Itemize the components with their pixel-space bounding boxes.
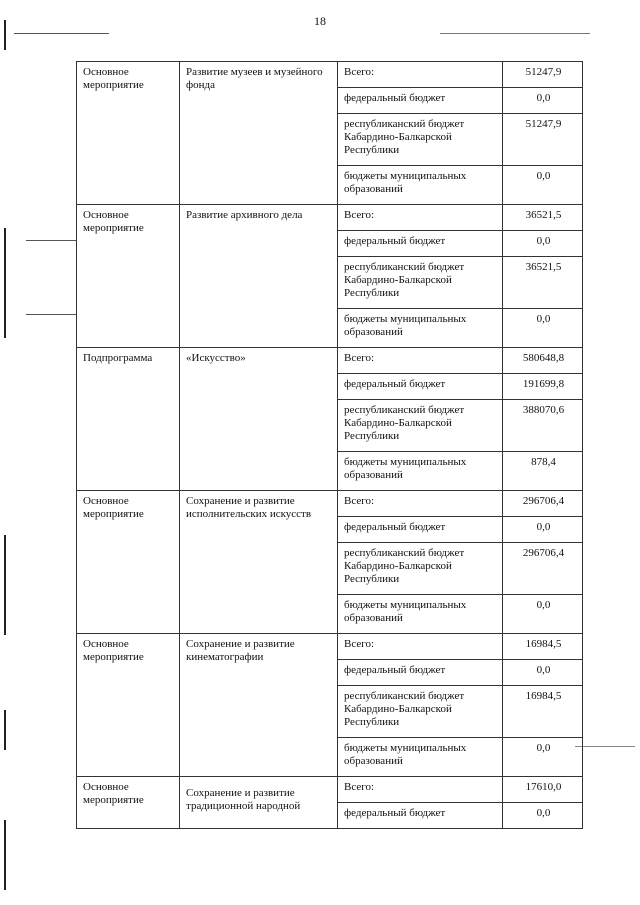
funding-value-cell: 0,0	[503, 738, 583, 777]
scan-artifact-dash-top-right	[440, 33, 590, 34]
funding-source-cell: бюджеты муниципальных образований	[338, 595, 503, 634]
item-name-cell: Развитие архивного дела	[180, 205, 338, 348]
funding-value-cell: 16984,5	[503, 686, 583, 738]
funding-source-cell: Всего:	[338, 491, 503, 517]
table-row	[77, 777, 583, 803]
funding-source-cell: бюджеты муниципальных образований	[338, 309, 503, 348]
funding-value-cell: 191699,8	[503, 374, 583, 400]
funding-value-cell: 0,0	[503, 231, 583, 257]
funding-value-cell: 36521,5	[503, 257, 583, 309]
funding-value-cell: 51247,9	[503, 62, 583, 88]
funding-source-cell: Всего:	[338, 634, 503, 660]
item-type-cell: Основное мероприятие	[77, 634, 180, 777]
funding-source-cell: Всего:	[338, 777, 503, 803]
scan-artifact-left-line-2	[4, 535, 6, 635]
funding-value-cell: 51247,9	[503, 114, 583, 166]
funding-source-cell: Всего:	[338, 348, 503, 374]
item-type-cell: Основное мероприятие	[77, 205, 180, 348]
funding-source-cell: федеральный бюджет	[338, 803, 503, 829]
funding-source-cell: республиканский бюджет Кабардино-Балкарской Республики	[338, 114, 503, 166]
funding-source-cell: бюджеты муниципальных образований	[338, 166, 503, 205]
funding-source-cell: Всего:	[338, 62, 503, 88]
funding-source-cell: бюджеты муниципальных образований	[338, 738, 503, 777]
item-type-cell: Основное мероприятие	[77, 491, 180, 634]
funding-value-cell: 16984,5	[503, 634, 583, 660]
scan-artifact-left-top	[4, 20, 6, 50]
table-row	[77, 491, 583, 517]
funding-source-cell: федеральный бюджет	[338, 231, 503, 257]
scan-artifact-dash-mid-2	[26, 314, 76, 315]
funding-value-cell: 296706,4	[503, 491, 583, 517]
funding-value-cell: 388070,6	[503, 400, 583, 452]
item-name-cell: Сохранение и развитие кинематографии	[180, 634, 338, 777]
table-row	[77, 62, 583, 88]
page-number: 18	[314, 14, 326, 28]
funding-value-cell: 0,0	[503, 166, 583, 205]
item-type-cell: Основное мероприятие	[77, 777, 180, 829]
scan-artifact-left-line-4	[4, 820, 6, 890]
item-type-cell: Основное мероприятие	[77, 62, 180, 205]
funding-source-cell: республиканский бюджет Кабардино-Балкарской Республики	[338, 543, 503, 595]
scan-artifact-dash-low	[575, 746, 635, 747]
scan-artifact-dash-top	[14, 33, 109, 34]
funding-source-cell: федеральный бюджет	[338, 517, 503, 543]
item-name-cell: Развитие музеев и музейного фонда	[180, 62, 338, 205]
funding-source-cell: республиканский бюджет Кабардино-Балкарской Республики	[338, 400, 503, 452]
table-row	[77, 348, 583, 374]
funding-value-cell: 17610,0	[503, 777, 583, 803]
funding-value-cell: 0,0	[503, 595, 583, 634]
table-row	[77, 205, 583, 231]
funding-source-cell: федеральный бюджет	[338, 374, 503, 400]
funding-value-cell: 878,4	[503, 452, 583, 491]
scan-artifact-left-line-3	[4, 710, 6, 750]
budget-table	[76, 61, 583, 829]
item-name-cell: Сохранение и развитие традиционной народной	[180, 777, 338, 829]
item-type-cell: Подпрограмма	[77, 348, 180, 491]
funding-source-cell: бюджеты муниципальных образований	[338, 452, 503, 491]
table-row	[77, 634, 583, 660]
funding-value-cell: 0,0	[503, 88, 583, 114]
funding-source-cell: республиканский бюджет Кабардино-Балкарской Республики	[338, 257, 503, 309]
budget-table-body	[77, 62, 583, 829]
funding-value-cell: 580648,8	[503, 348, 583, 374]
funding-value-cell: 36521,5	[503, 205, 583, 231]
funding-value-cell: 296706,4	[503, 543, 583, 595]
funding-source-cell: республиканский бюджет Кабардино-Балкарской Республики	[338, 686, 503, 738]
funding-source-cell: федеральный бюджет	[338, 88, 503, 114]
scan-artifact-left-line	[4, 228, 6, 338]
item-name-cell: Сохранение и развитие исполнительских искусств	[180, 491, 338, 634]
item-name-cell: «Искусство»	[180, 348, 338, 491]
funding-source-cell: федеральный бюджет	[338, 660, 503, 686]
funding-value-cell: 0,0	[503, 803, 583, 829]
funding-value-cell: 0,0	[503, 309, 583, 348]
funding-value-cell: 0,0	[503, 660, 583, 686]
scan-artifact-dash-mid	[26, 240, 76, 241]
funding-source-cell: Всего:	[338, 205, 503, 231]
funding-value-cell: 0,0	[503, 517, 583, 543]
